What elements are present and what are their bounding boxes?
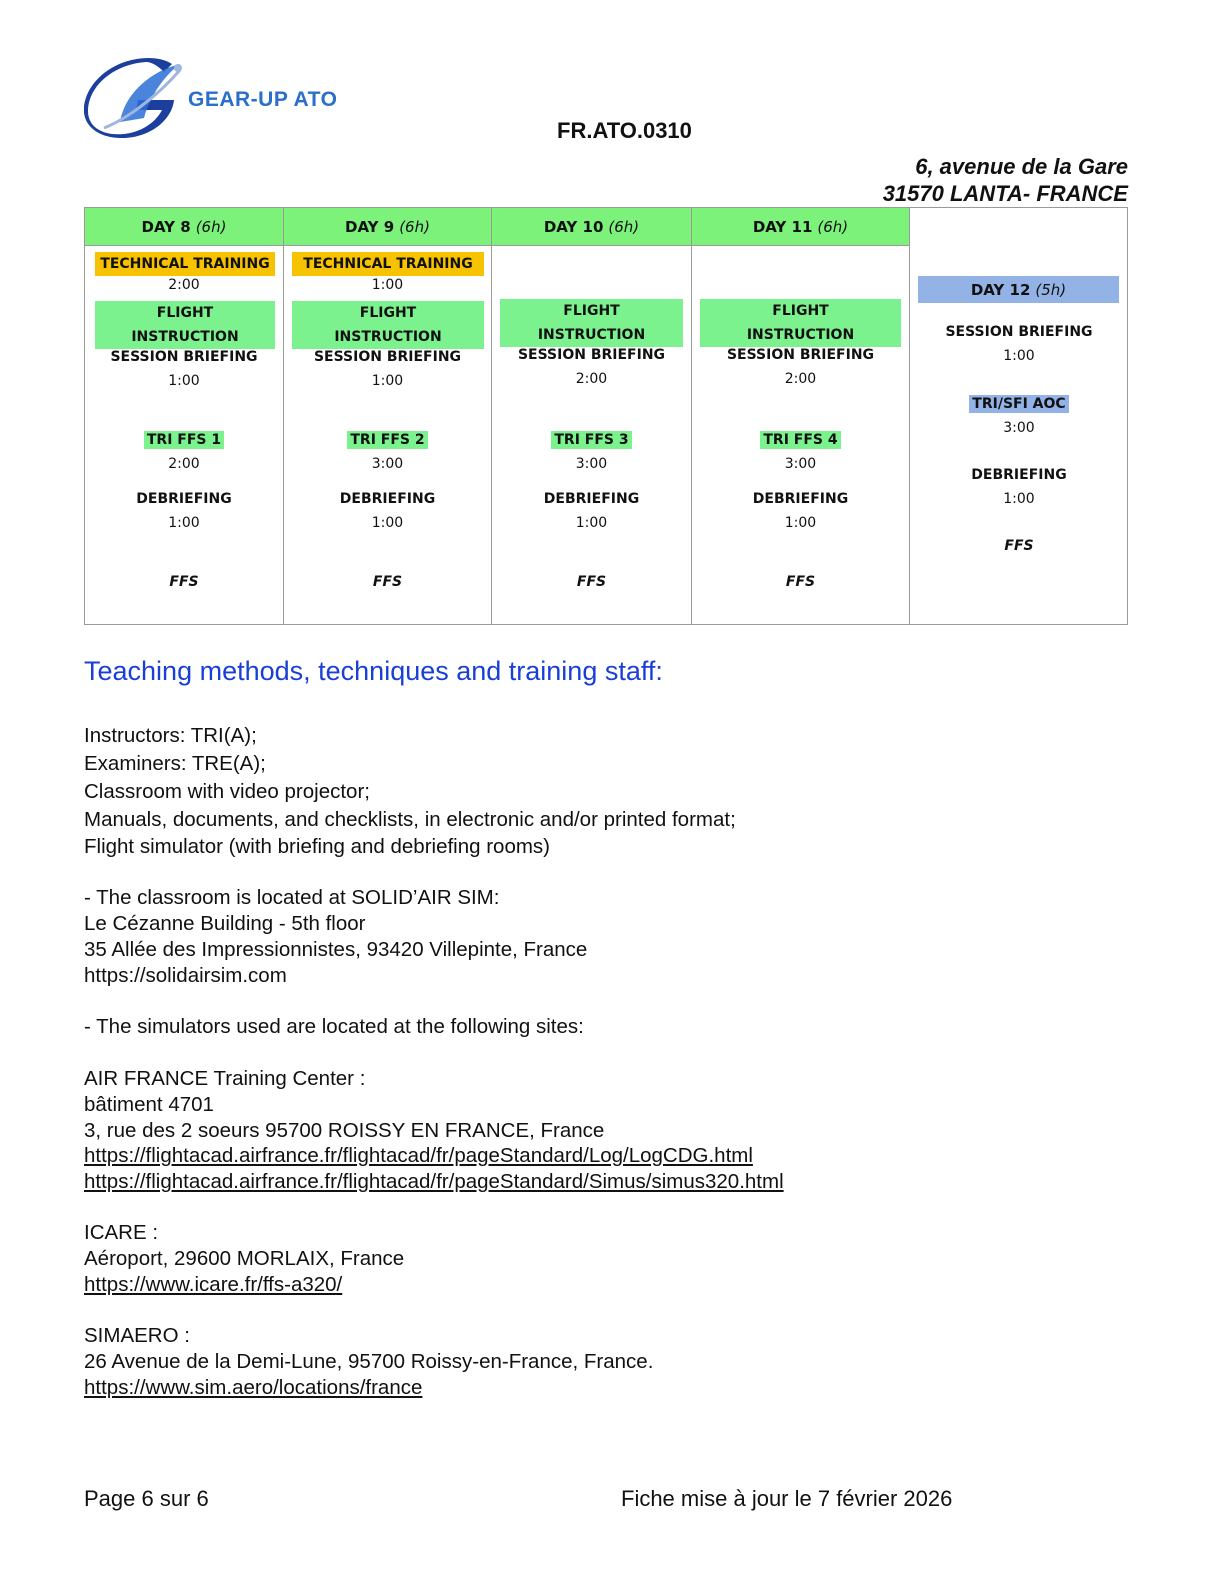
icare-name: ICARE : [84,1221,159,1244]
debriefing-label: DEBRIEFING [752,491,849,507]
device-label: FFS [1004,538,1034,554]
device-label: FFS [785,574,816,590]
day-8-header: DAY 8 (6h) [85,208,283,246]
staff-line: Instructors: TRI(A); [84,724,257,747]
briefing-time: 2:00 [784,371,817,387]
address-line-1: 6, avenue de la Gare [915,154,1128,179]
debriefing-label: DEBRIEFING [339,491,436,507]
ffs-time: 3:00 [575,456,608,472]
tri-ffs-4-badge: TRI FFS 4 [760,431,840,449]
airfrance-building: bâtiment 4701 [84,1093,214,1116]
ffs-time: 3:00 [371,456,404,472]
airfrance-address: 3, rue des 2 soeurs 95700 ROISSY EN FRANCE, France [84,1119,605,1142]
airfrance-link-1[interactable]: https://flightacad.airfrance.fr/flightacad/fr/pageStandard/Log/LogCDG.html [84,1144,753,1167]
flight-instruction-badge: FLIGHT INSTRUCTION [95,301,275,349]
flight-instruction-badge: FLIGHT INSTRUCTION [500,299,683,347]
classroom-building: Le Cézanne Building - 5th floor [84,912,366,935]
simulators-intro: - The simulators used are located at the following sites: [84,1015,584,1038]
day-12-header: DAY 12 (5h) [918,276,1119,303]
ffs-time: 3:00 [784,456,817,472]
day-9-column [284,208,492,624]
debriefing-label: DEBRIEFING [971,467,1067,483]
debriefing-label: DEBRIEFING [136,491,232,507]
debriefing-time: 1:00 [371,515,404,531]
update-date: Fiche mise à jour le 7 février 2026 [621,1486,953,1511]
check-time: 3:00 [1003,420,1035,436]
technical-training-badge: TECHNICAL TRAINING [292,252,484,276]
classroom-address: 35 Allée des Impressionnistes, 93420 Villepinte, France [84,938,588,961]
day-11-header: DAY 11 (6h) [692,208,909,246]
document-code: FR.ATO.0310 [557,118,692,143]
debriefing-time: 1:00 [575,515,608,531]
day-10-header: DAY 10 (6h) [492,208,691,246]
device-label: FFS [576,574,607,590]
tri-ffs-1-badge: TRI FFS 1 [144,431,224,449]
classroom-intro: - The classroom is located at SOLID’AIR SIM: [84,886,500,909]
icare-address: Aéroport, 29600 MORLAIX, France [84,1247,405,1270]
schedule-table [84,207,1128,625]
staff-line: Classroom with video projector; [84,780,370,803]
session-briefing-label: SESSION BRIEFING [313,349,462,365]
briefing-time: 1:00 [371,373,404,389]
briefing-time: 2:00 [575,371,608,387]
device-label: FFS [169,574,199,590]
session-briefing-label: SESSION BRIEFING [110,349,258,365]
staff-line: Flight simulator (with briefing and debriefing rooms) [84,835,551,858]
flight-instruction-badge: FLIGHT INSTRUCTION [700,299,901,347]
day-8-column [85,208,284,624]
device-label: FFS [372,574,403,590]
tri-ffs-3-badge: TRI FFS 3 [551,431,631,449]
session-briefing-label: SESSION BRIEFING [945,324,1093,340]
ffs-time: 2:00 [168,456,200,472]
address-line-2: 31570 LANTA- FRANCE [882,181,1128,206]
classroom-website: https://solidairsim.com [84,964,287,987]
simaero-address: 26 Avenue de la Demi-Lune, 95700 Roissy-en-France, France. [84,1350,654,1373]
session-briefing-label: SESSION BRIEFING [517,347,666,363]
day-12-column [910,208,1128,624]
page-number: Page 6 sur 6 [84,1486,209,1511]
section-title: Teaching methods, techniques and training staff: [84,656,663,686]
simaero-link[interactable]: https://www.sim.aero/locations/france [84,1376,423,1399]
day-9-header: DAY 9 (6h) [284,208,491,246]
tri-ffs-2-badge: TRI FFS 2 [347,431,427,449]
briefing-time: 1:00 [1003,348,1035,364]
debriefing-label: DEBRIEFING [543,491,640,507]
debriefing-time: 1:00 [1003,491,1035,507]
flight-instruction-badge: FLIGHT INSTRUCTION [292,301,484,349]
day-11-column [692,208,910,624]
staff-line: Manuals, documents, and checklists, in electronic and/or printed format; [84,808,736,831]
tri-sfi-aoc-badge: TRI/SFI AOC [969,395,1068,413]
simaero-name: SIMAERO : [84,1324,190,1347]
session-briefing-label: SESSION BRIEFING [726,347,875,363]
debriefing-time: 1:00 [784,515,817,531]
tt-time: 2:00 [168,277,200,293]
debriefing-time: 1:00 [168,515,200,531]
tt-time: 1:00 [371,277,404,293]
airfrance-name: AIR FRANCE Training Center : [84,1067,366,1090]
day-10-column [492,208,692,624]
icare-link[interactable]: https://www.icare.fr/ffs-a320/ [84,1273,343,1296]
briefing-time: 1:00 [168,373,200,389]
technical-training-badge: TECHNICAL TRAINING [95,252,275,276]
staff-line: Examiners: TRE(A); [84,752,266,775]
logo-text: GEAR-UP ATO [188,88,338,111]
airfrance-link-2[interactable]: https://flightacad.airfrance.fr/flightacad/fr/pageStandard/Simus/simus320.html [84,1170,784,1193]
